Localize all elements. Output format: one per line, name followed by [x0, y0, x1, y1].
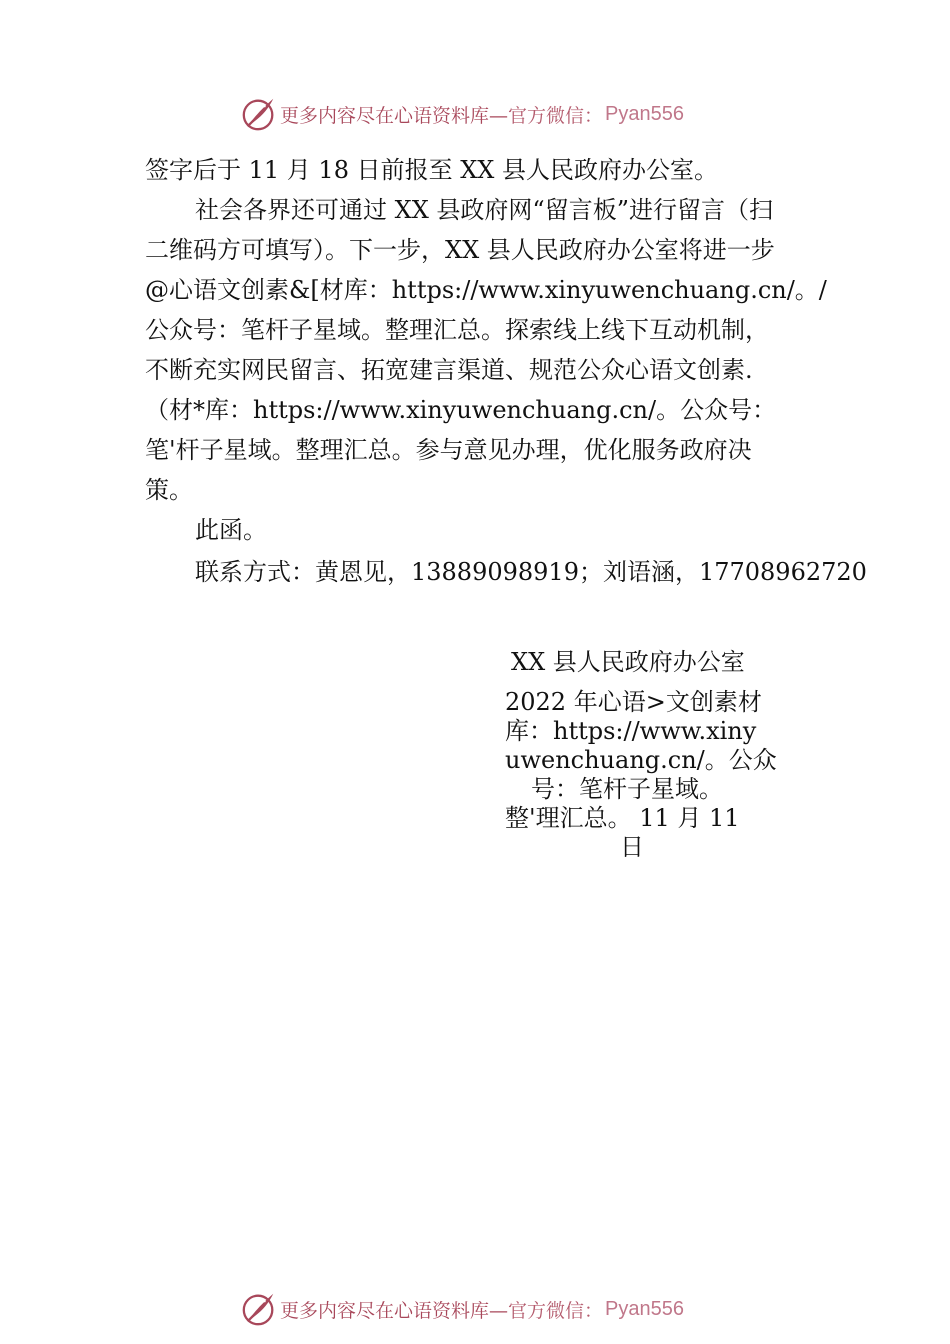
quill-pen-logo-icon — [240, 95, 278, 133]
body-line: 社会各界还可通过 XX 县政府网“留言板”进行留言（扫 — [195, 196, 773, 224]
closing-line: 此函。 — [195, 516, 267, 544]
body-line: 签字后于 11 月 18 日前报至 XX 县人民政府办公室。 — [145, 156, 719, 184]
letter-body — [145, 150, 867, 594]
signature-date-line: 库：https://www.xiny — [505, 717, 757, 745]
signature-date-line: 日 — [620, 833, 644, 861]
body-line: @心语文创素&[材库：https://www.xinyuwenchuang.cn/。/ — [145, 276, 827, 304]
signature-date-line: 整'理汇总。 11 月 11 — [505, 804, 740, 832]
watermark-wechat-label: 官方微信： — [508, 1299, 604, 1322]
body-line: 策。 — [145, 476, 193, 504]
watermark-text: 更多内容尽在心语资料库— — [280, 1299, 509, 1322]
watermark-text: 更多内容尽在心语资料库— — [280, 104, 509, 127]
body-line: （材*库：https://www.xinyuwenchuang.cn/。公众号： — [145, 396, 777, 424]
body-line: 二维码方可填写）。下一步，XX 县人民政府办公室将进一步 — [145, 236, 775, 264]
watermark-account: Pyan556 — [605, 1297, 684, 1320]
watermark-wechat-label: 官方微信： — [508, 104, 604, 127]
signature-date-line: 2022 年心语>文创素材 — [505, 688, 762, 716]
watermark-banner-top — [240, 94, 684, 134]
signature-date-line: uwenchuang.cn/。公众 — [505, 746, 777, 774]
watermark-account: Pyan556 — [605, 102, 684, 125]
signature-organization: XX 县人民政府办公室 — [511, 648, 745, 676]
body-line: 公众号：笔杆子星域。整理汇总。探索线上线下互动机制， — [145, 316, 769, 344]
body-line: 不断充实网民留言、拓宽建言渠道、规范公众心语文创素. — [145, 356, 753, 384]
body-line: 笔'杆子星域。整理汇总。参与意见办理，优化服务政府决 — [145, 436, 752, 464]
signature-date-line: 号：笔杆子星域。 — [531, 775, 723, 803]
quill-pen-logo-icon — [240, 1290, 278, 1328]
contact-line: 联系方式：黄恩见，13889098919；刘语涵，17708962720 — [195, 558, 867, 586]
signature-date-block — [505, 688, 777, 862]
watermark-banner-bottom — [240, 1289, 684, 1329]
